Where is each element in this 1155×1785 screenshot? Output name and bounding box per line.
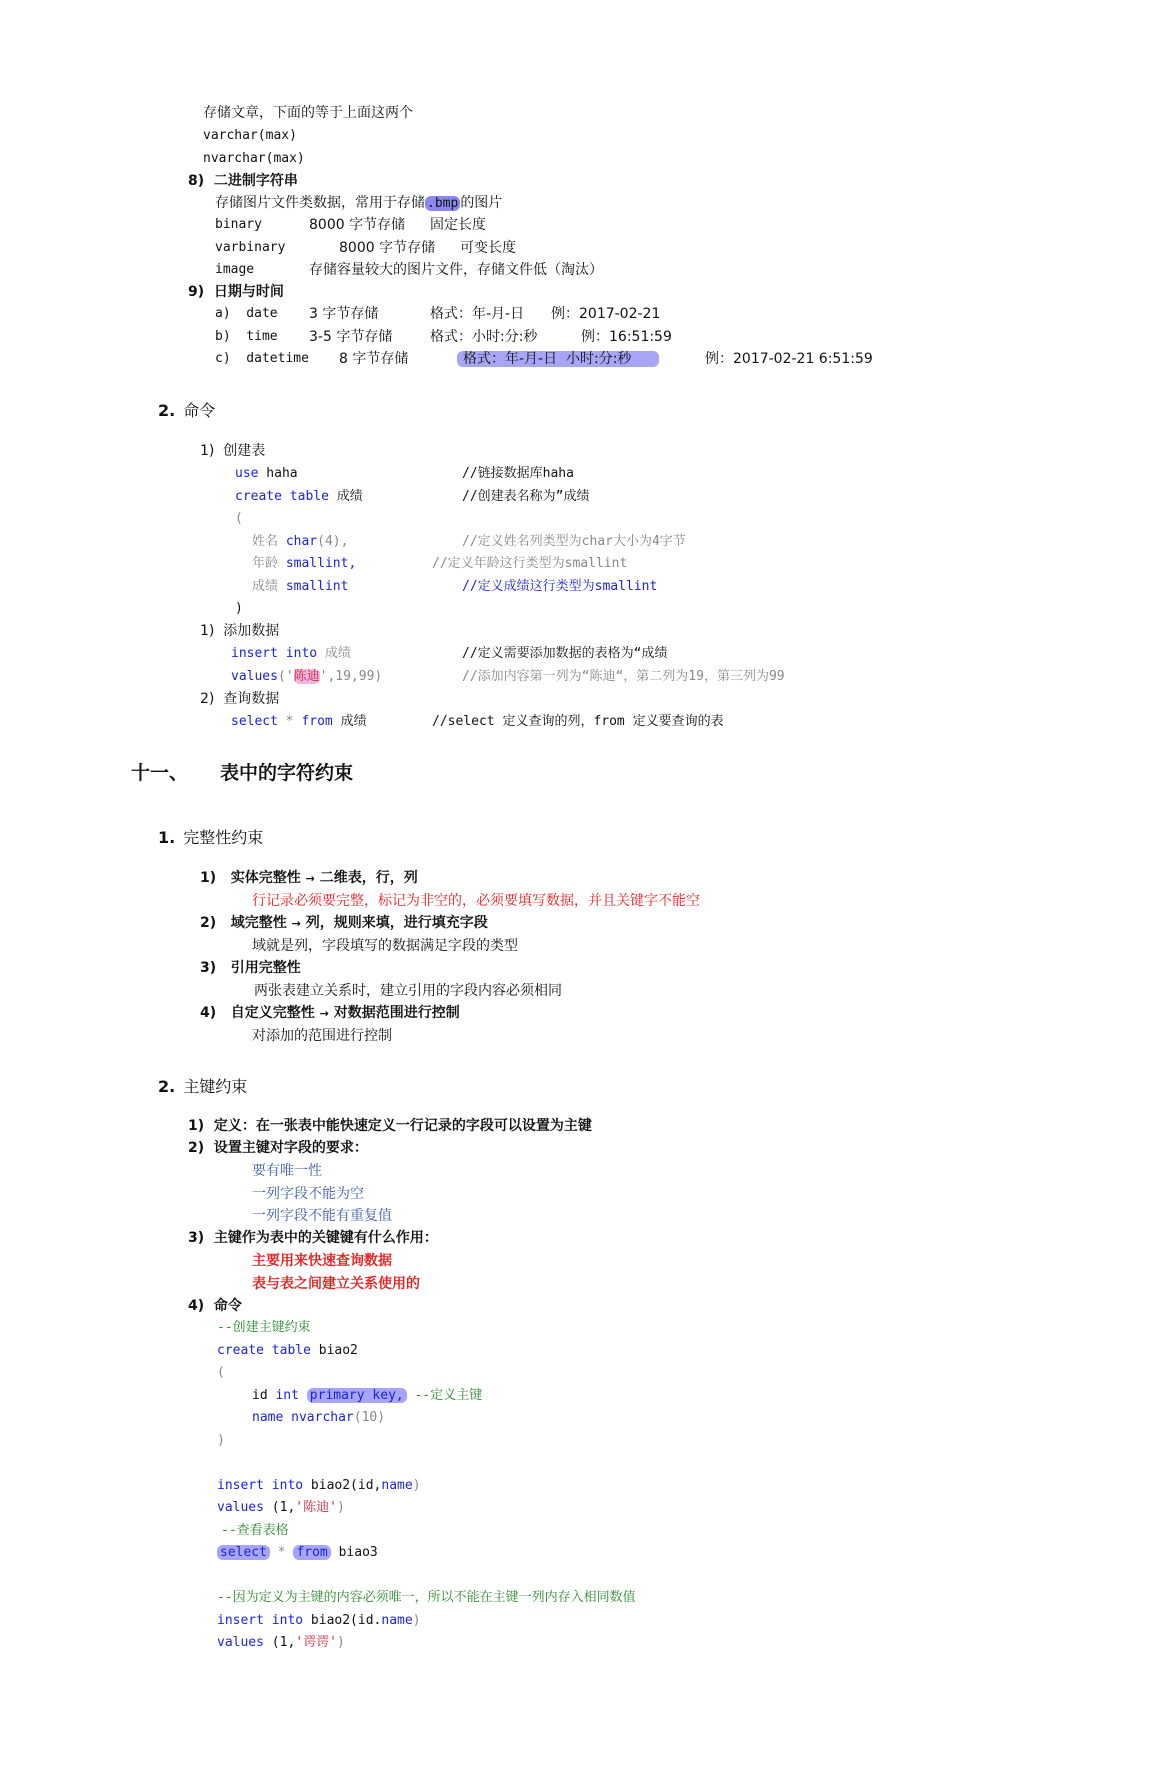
pk-requirement: 要有唯一性 <box>252 1163 322 1179</box>
code-text: (1, <box>263 1635 296 1650</box>
code-text: (1, <box>263 1500 296 1515</box>
integrity-item-desc: 对添加的范围进行控制 <box>252 1028 392 1044</box>
keyword: values <box>217 1500 264 1515</box>
code-line <box>235 487 363 507</box>
code-comment: //定义成绩这行类型为smallint <box>462 579 658 594</box>
code-text: ) <box>336 1500 345 1515</box>
text-line: 存储文章，下面的等于上面这两个 <box>203 105 413 121</box>
title-text: 4) 自定义完整性 <box>200 1005 320 1021</box>
type-size: 8000 字节存储 <box>309 217 406 233</box>
code-text: ) <box>412 1613 421 1628</box>
code-comment: //定义年龄这行类型为smallint <box>432 556 628 571</box>
code-line: ( <box>217 1365 225 1380</box>
code-line <box>252 1408 385 1428</box>
type-note: 可变长度 <box>460 240 516 256</box>
section-heading: 8) 二进制字符串 <box>188 173 298 189</box>
text-span: 的图片 <box>460 195 503 211</box>
code-line <box>231 712 367 732</box>
heading-number: 2. <box>158 401 176 420</box>
string-literal: 陈迪 <box>293 669 320 684</box>
keyword-highlight: primary key, <box>307 1388 407 1403</box>
heading-text: 命令 <box>183 401 216 420</box>
code-text: 成绩 <box>332 714 367 729</box>
section-heading: 9) 日期与时间 <box>188 284 284 300</box>
code-text: ) <box>336 1635 345 1650</box>
arrow-icon: → <box>319 1007 329 1020</box>
code-text: biao3 <box>330 1545 378 1560</box>
code-line <box>235 464 298 484</box>
code-comment: //select 定义查询的列，from 定义要查询的表 <box>432 714 724 729</box>
type-note: 固定长度 <box>430 217 486 233</box>
code-line: ) <box>217 1433 225 1448</box>
dt-format-highlight <box>457 349 667 369</box>
keyword: from <box>301 714 333 729</box>
sub-heading: 1) 创建表 <box>200 443 266 459</box>
keyword: insert into <box>217 1478 304 1493</box>
code-line <box>252 1386 482 1406</box>
title-text: 3) 引用完整性 <box>200 960 301 976</box>
code-line <box>217 1498 345 1518</box>
section-heading <box>158 827 263 849</box>
pk-role: 主要用来快速查询数据 <box>252 1253 392 1269</box>
integrity-item-title <box>200 1003 460 1023</box>
keyword: use <box>235 466 259 481</box>
code-text: (10) <box>353 1410 386 1425</box>
keyword: create table <box>217 1343 311 1358</box>
code-line <box>217 1633 345 1653</box>
pk-item: 2) 设置主键对字段的要求： <box>188 1140 368 1156</box>
code-text: (4), <box>317 534 349 549</box>
dt-example: 例：2017-02-21 <box>551 306 661 322</box>
keyword: select <box>231 714 278 729</box>
code-text: (' <box>277 669 294 684</box>
code-line <box>217 1611 421 1631</box>
code-comment: --定义主键 <box>406 1388 483 1403</box>
code-comment: //定义姓名列类型为char大小为4字节 <box>462 534 686 549</box>
code-line: ) <box>235 601 243 616</box>
keyword: char <box>285 534 318 549</box>
heading-text: 完整性约束 <box>183 828 264 847</box>
code-text: ) <box>412 1478 421 1493</box>
text-line: varchar(max) <box>203 128 297 143</box>
code-line <box>217 1341 358 1361</box>
code-line <box>252 577 348 597</box>
dt-format: 格式：年-月-日 <box>430 306 525 322</box>
keyword: insert into <box>231 646 318 661</box>
text-line <box>215 193 502 213</box>
chapter-number: 十一、 <box>131 762 189 784</box>
string-literal: '谔谔' <box>295 1635 337 1650</box>
dt-label: b) time <box>215 329 278 344</box>
text-line: nvarchar(max) <box>203 151 305 166</box>
code-line: ( <box>235 511 243 526</box>
heading-number: 1. <box>158 828 176 847</box>
keyword: name <box>381 1478 413 1493</box>
type-size: 8000 字节存储 <box>339 240 436 256</box>
code-line <box>217 1476 421 1496</box>
title-text: 列，规则来填，进行填充字段 <box>300 915 488 931</box>
heading-text: 主键约束 <box>183 1077 248 1096</box>
code-text: id <box>252 1388 276 1403</box>
code-comment: //链接数据库haha <box>462 466 574 481</box>
string-literal: '陈迪' <box>295 1500 337 1515</box>
keyword: create table <box>235 489 329 504</box>
pk-item: 4) 命令 <box>188 1298 242 1314</box>
arrow-icon: → <box>291 917 301 930</box>
code-text: biao2(id, <box>303 1478 382 1493</box>
code-text: ',19,99) <box>319 669 383 684</box>
title-text: 1) 实体完整性 <box>200 870 306 886</box>
type-name: binary <box>215 217 262 232</box>
keyword: values <box>217 1635 264 1650</box>
keyword: nvarchar <box>291 1410 354 1425</box>
dt-label: a) date <box>215 306 278 321</box>
dt-size: 3-5 字节存储 <box>309 329 393 345</box>
integrity-item-desc: 两张表建立关系时，建立引用的字段内容必须相同 <box>254 983 562 999</box>
pk-requirement: 一列字段不能有重复值 <box>252 1208 392 1224</box>
keyword: values <box>231 669 278 684</box>
section-heading <box>158 1076 247 1098</box>
integrity-item-title <box>200 868 418 888</box>
keyword: smallint <box>285 579 349 594</box>
code-text: 成绩 <box>328 489 363 504</box>
code-line <box>231 644 351 664</box>
text-span: 存储图片文件类数据，常用于存储 <box>215 195 425 211</box>
keyword: name <box>381 1613 413 1628</box>
code-line <box>217 1543 378 1563</box>
type-size: 存储容量较大的图片文件，存储文件低（淘汰） <box>309 262 603 278</box>
code-comment: //添加内容第一列为“陈迪“，第二列为19，第三列为99 <box>462 669 785 684</box>
code-text: 姓名 <box>252 534 286 549</box>
code-text: * <box>277 714 302 729</box>
title-text: 对数据范围进行控制 <box>328 1005 460 1021</box>
sub-heading: 2) 查询数据 <box>200 691 280 707</box>
section-heading <box>158 400 215 422</box>
pk-role: 表与表之间建立关系使用的 <box>252 1276 420 1292</box>
keyword: name <box>252 1410 292 1425</box>
keyword-highlight: select <box>217 1545 270 1560</box>
code-comment: //创建表名称为”成绩 <box>462 489 590 504</box>
highlight-bmp: .bmp <box>427 196 459 211</box>
code-text: 成绩 <box>252 579 286 594</box>
title-text: 2) 域完整性 <box>200 915 292 931</box>
type-name: varbinary <box>215 240 286 255</box>
integrity-item-desc: 行记录必须要完整，标记为非空的，必须要填写数据，并且关键字不能空 <box>252 893 700 909</box>
dt-example: 例：16:51:59 <box>581 329 672 345</box>
chapter-title: 表中的字符约束 <box>220 762 354 784</box>
code-text: 成绩 <box>317 646 351 661</box>
code-line <box>252 554 356 574</box>
code-line <box>252 532 348 552</box>
pk-item: 1) 定义：在一张表中能快速定义一行记录的字段可以设置为主键 <box>188 1118 592 1134</box>
sub-heading: 1) 添加数据 <box>200 623 280 639</box>
code-comment: --因为定义为主键的内容必须唯一，所以不能在主键一列内存入相同数值 <box>217 1590 636 1605</box>
keyword: smallint, <box>285 556 357 571</box>
dt-example: 例：2017-02-21 6:51:59 <box>705 351 873 367</box>
arrow-icon: → <box>305 872 315 885</box>
code-line <box>231 667 382 687</box>
pk-item: 3) 主键作为表中的关键键有什么作用： <box>188 1230 438 1246</box>
code-text: haha <box>258 466 298 481</box>
keyword: int <box>275 1388 299 1403</box>
type-name: image <box>215 262 255 277</box>
title-text: 二维表，行，列 <box>314 870 418 886</box>
keyword: insert into <box>217 1613 304 1628</box>
code-text: biao2 <box>310 1343 358 1358</box>
integrity-item-title <box>200 913 488 933</box>
code-text: biao2(id. <box>303 1613 382 1628</box>
heading-number: 2. <box>158 1077 176 1096</box>
dt-label: c) datetime <box>215 351 309 366</box>
keyword-highlight: from <box>293 1545 330 1560</box>
dt-size: 3 字节存储 <box>309 306 379 322</box>
code-text: 年龄 <box>252 556 286 571</box>
integrity-item-title <box>200 958 301 978</box>
highlight-text: 格式：年-月-日 小时:分:秒 <box>457 351 659 367</box>
dt-size: 8 字节存储 <box>339 351 409 367</box>
dt-format: 格式：小时:分:秒 <box>430 329 538 345</box>
code-comment: //定义需要添加数据的表格为“成绩 <box>462 646 668 661</box>
code-comment: --查看表格 <box>221 1523 289 1538</box>
code-comment: --创建主键约束 <box>217 1320 311 1335</box>
integrity-item-desc: 域就是列，字段填写的数据满足字段的类型 <box>252 938 518 954</box>
pk-requirement: 一列字段不能为空 <box>252 1186 364 1202</box>
code-text: * <box>269 1545 294 1560</box>
